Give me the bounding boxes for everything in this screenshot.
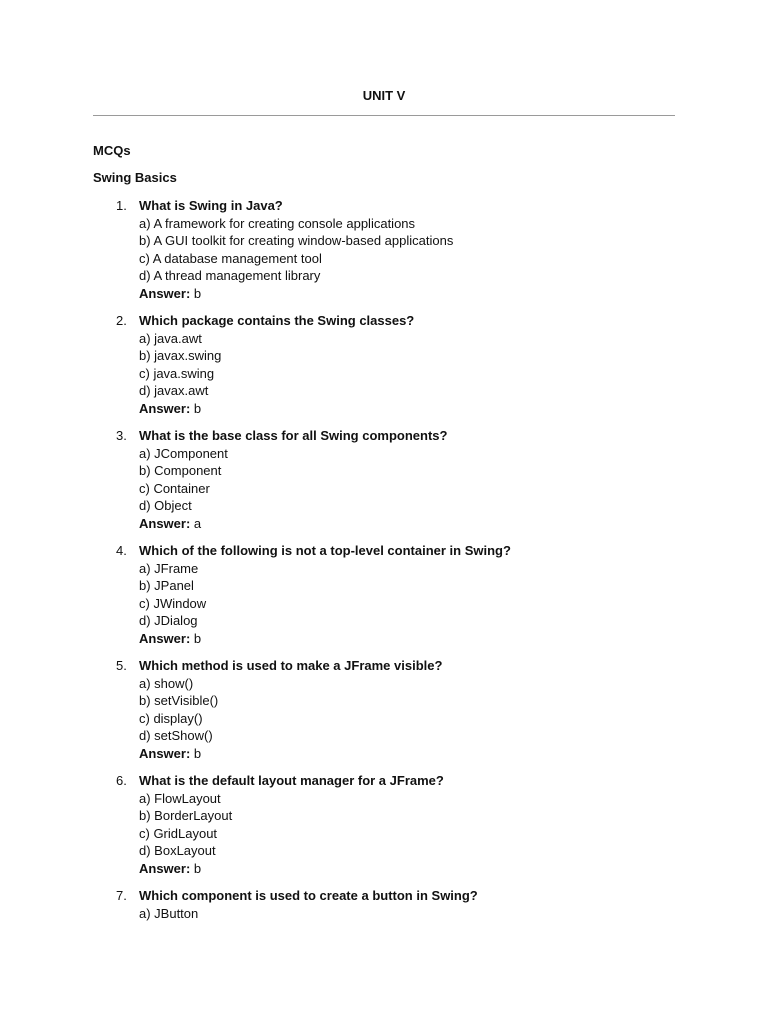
question-number: 1. bbox=[116, 198, 127, 213]
answer-option: b) A GUI toolkit for creating window-based applications bbox=[139, 233, 454, 248]
answer-line bbox=[139, 745, 768, 763]
answer-option: d) javax.awt bbox=[139, 383, 209, 398]
answer-option: a) FlowLayout bbox=[139, 790, 221, 806]
question-text: What is the default layout manager for a JFrame? bbox=[139, 773, 444, 788]
question-list bbox=[0, 197, 768, 932]
answer-option: a) show() bbox=[139, 675, 194, 691]
question-text: Which method is used to make a JFrame visible? bbox=[139, 658, 443, 673]
answer-value: b bbox=[193, 285, 202, 301]
answer-label: Answer: bbox=[139, 515, 191, 531]
answer-line bbox=[139, 515, 768, 533]
answer-option: d) Object bbox=[139, 498, 192, 513]
answer-label: Answer: bbox=[139, 630, 191, 646]
answer-option: d) BoxLayout bbox=[139, 843, 216, 858]
page-title: UNIT V bbox=[362, 88, 406, 103]
answer-option: b) BorderLayout bbox=[139, 808, 233, 823]
answer-option: a) JComponent bbox=[139, 445, 228, 461]
question-body bbox=[139, 657, 768, 762]
question-text: What is Swing in Java? bbox=[139, 198, 283, 213]
answer-value: a bbox=[193, 515, 202, 531]
answer-label: Answer: bbox=[139, 400, 191, 416]
answer-option: b) setVisible() bbox=[139, 693, 219, 708]
question-body bbox=[139, 197, 768, 302]
question-number: 7. bbox=[116, 888, 127, 903]
answer-line bbox=[139, 285, 768, 303]
answer-option: a) A framework for creating console applications bbox=[139, 215, 416, 231]
answer-option: c) A database management tool bbox=[139, 250, 322, 266]
question-item bbox=[0, 197, 768, 302]
answer-line bbox=[139, 860, 768, 878]
answer-option: c) GridLayout bbox=[139, 825, 218, 841]
answer-option: d) A thread management library bbox=[139, 268, 321, 283]
answer-option: d) setShow() bbox=[139, 728, 213, 743]
answer-line bbox=[139, 400, 768, 418]
question-number: 2. bbox=[116, 313, 127, 328]
question-item bbox=[0, 542, 768, 647]
question-body bbox=[139, 427, 768, 532]
question-text: Which component is used to create a button in Swing? bbox=[139, 888, 478, 903]
question-item bbox=[0, 427, 768, 532]
question-body bbox=[139, 772, 768, 877]
answer-line bbox=[139, 630, 768, 648]
answer-option: a) JButton bbox=[139, 905, 199, 921]
answer-option: a) JFrame bbox=[139, 560, 199, 576]
answer-option: b) Component bbox=[139, 463, 222, 478]
question-number: 6. bbox=[116, 773, 127, 788]
question-number: 3. bbox=[116, 428, 127, 443]
question-item bbox=[0, 887, 768, 922]
question-body bbox=[139, 542, 768, 647]
answer-option: c) java.swing bbox=[139, 365, 215, 381]
answer-value: b bbox=[193, 745, 202, 761]
answer-option: b) JPanel bbox=[139, 578, 194, 593]
answer-option: d) JDialog bbox=[139, 613, 198, 628]
question-text: Which of the following is not a top-level container in Swing? bbox=[139, 543, 511, 558]
answer-option: b) javax.swing bbox=[139, 348, 222, 363]
question-text: What is the base class for all Swing components? bbox=[139, 428, 448, 443]
subsection-heading: Swing Basics bbox=[93, 170, 177, 185]
answer-option: c) JWindow bbox=[139, 595, 207, 611]
answer-option: c) display() bbox=[139, 710, 203, 726]
question-body bbox=[139, 887, 768, 922]
answer-option: a) java.awt bbox=[139, 330, 202, 346]
answer-option: c) Container bbox=[139, 480, 210, 496]
question-number: 5. bbox=[116, 658, 127, 673]
question-item bbox=[0, 657, 768, 762]
answer-label: Answer: bbox=[139, 285, 191, 301]
question-item bbox=[0, 312, 768, 417]
question-item bbox=[0, 772, 768, 877]
header-divider bbox=[93, 115, 675, 116]
answer-label: Answer: bbox=[139, 860, 191, 876]
question-body bbox=[139, 312, 768, 417]
answer-value: b bbox=[193, 400, 202, 416]
answer-value: b bbox=[193, 860, 202, 876]
question-number: 4. bbox=[116, 543, 127, 558]
answer-label: Answer: bbox=[139, 745, 191, 761]
question-text: Which package contains the Swing classes? bbox=[139, 313, 415, 328]
answer-value: b bbox=[193, 630, 202, 646]
section-heading: MCQs bbox=[93, 143, 131, 158]
